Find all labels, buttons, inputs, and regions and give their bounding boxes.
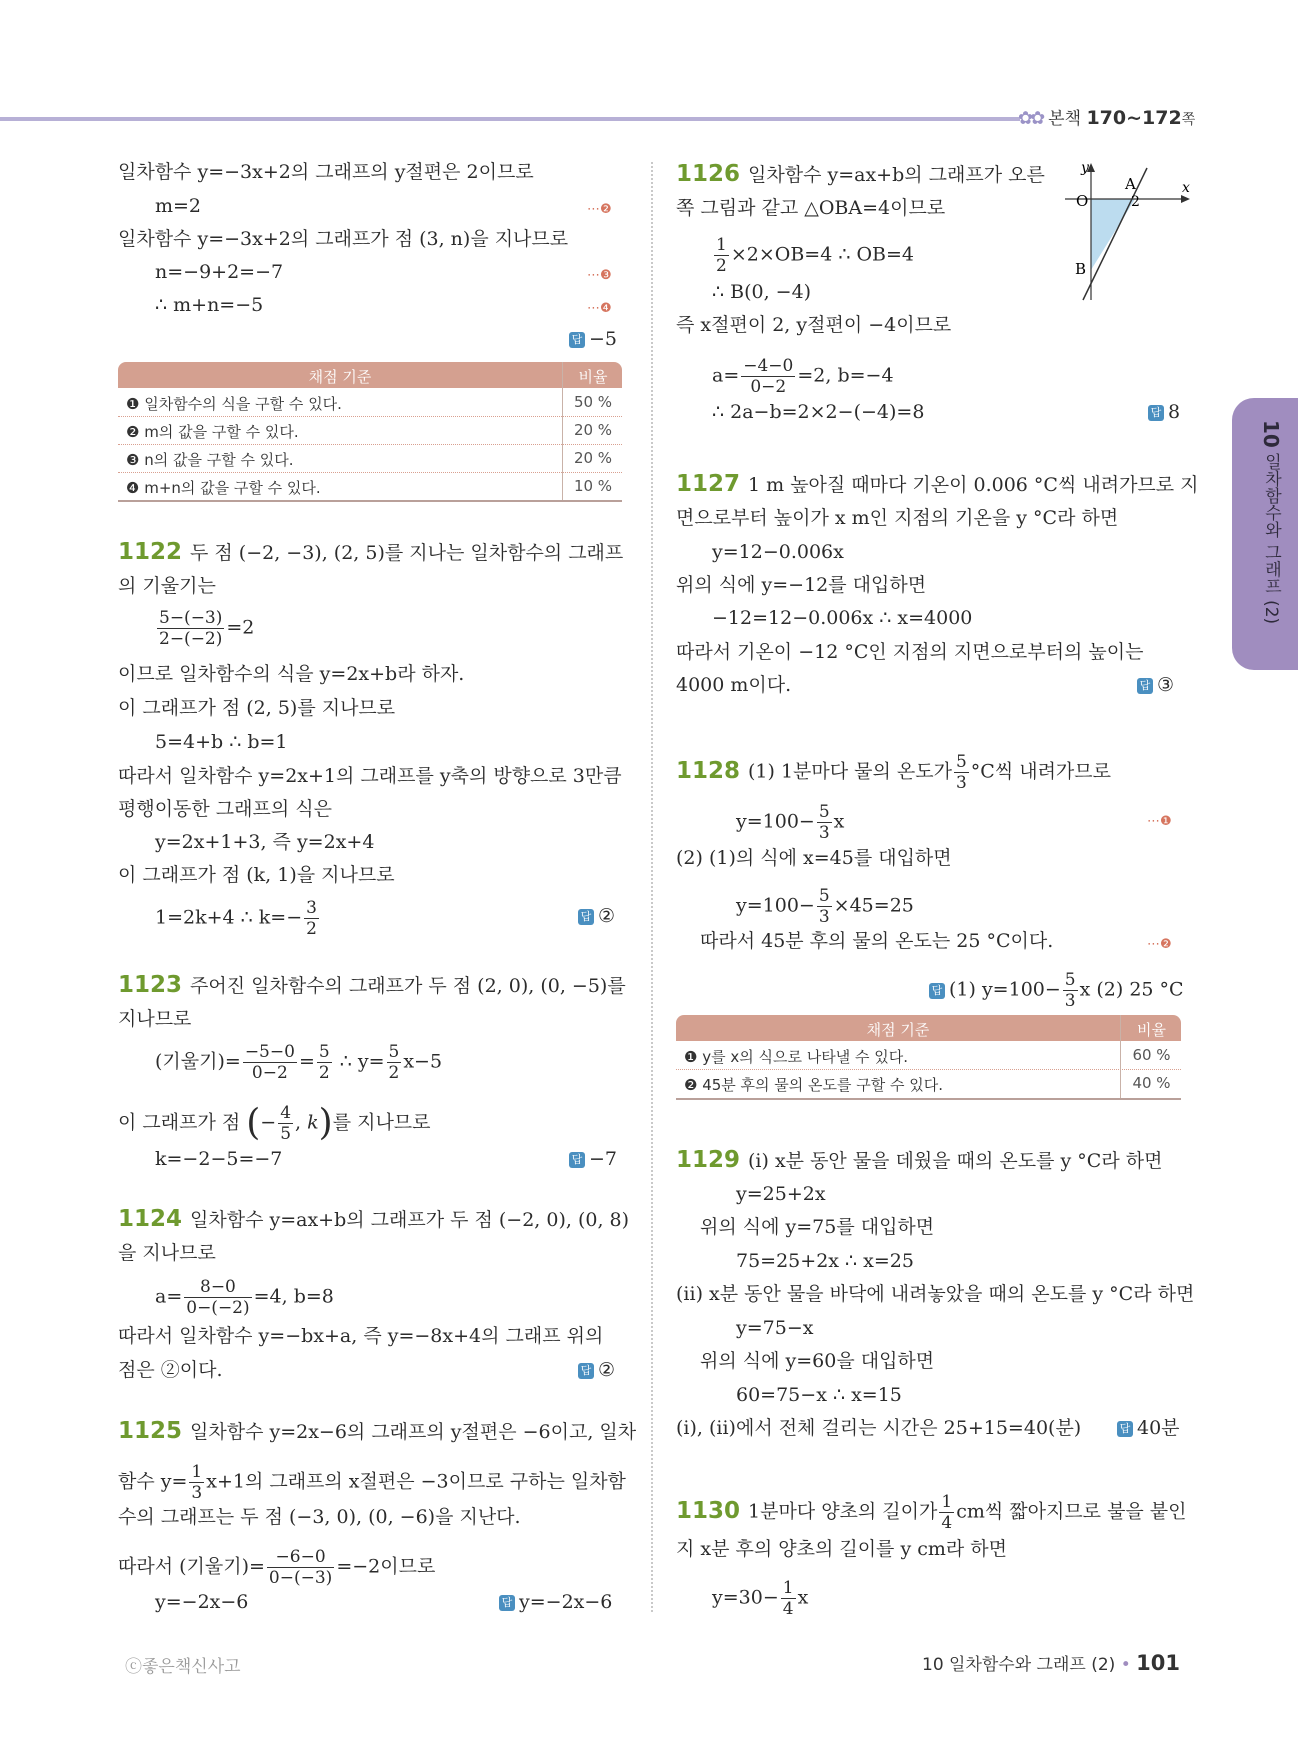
fraction-line: $\frac{5-(-3)}{2-(-2)}$ =2: [159, 608, 255, 649]
answer-icon: 답: [499, 1595, 515, 1611]
step-marker: ⋯❷: [587, 202, 612, 217]
text-line: y=75−x: [736, 1317, 814, 1339]
table-row: ❹ m+n의 값을 구할 수 있다. 10 %: [126, 477, 613, 497]
text-line: 평행이동한 그래프의 식은: [118, 798, 332, 820]
text-line: 일차함수 y=−3x+2의 그래프의 y절편은 2이므로: [118, 161, 534, 183]
text-line: 위의 식에 y=75를 대입하면: [700, 1216, 935, 1238]
scoring-table: [676, 1015, 1181, 1100]
fraction-line: 따라서 (기울기)= $\frac{-6-0}{0-(-3)}$ =−2이므로: [118, 1547, 436, 1588]
text-line: y=2x+1+3, 즉 y=2x+4: [155, 831, 375, 853]
step-marker: ⋯❹: [587, 301, 612, 316]
answer-icon: 답: [578, 1363, 594, 1379]
problem-1125: 1125 일차함수 y=2x−6의 그래프의 y절편은 −6이고, 일차: [118, 1418, 637, 1444]
answer: 답 40분: [1117, 1416, 1180, 1440]
text-line: 지 x분 후의 양초의 길이를 y cm라 하면: [676, 1538, 1007, 1560]
point-b-label: B: [1075, 260, 1087, 278]
text-line: 위의 식에 y=60을 대입하면: [700, 1350, 935, 1372]
publisher-credit: ⓒ좋은책신사고: [125, 1657, 241, 1677]
text-line: (i), (ii)에서 전체 걸리는 시간은 25+15=40(분): [676, 1417, 1082, 1439]
y-label: y: [1081, 160, 1089, 176]
text-line: 이 그래프가 점 (2, 5)를 지나므로: [118, 697, 396, 719]
triangle-oba: [1091, 199, 1135, 270]
table-bottom-rule: [118, 500, 622, 502]
text-line: (ii) x분 동안 물을 바닥에 내려놓았을 때의 온도를 y °C라 하면: [676, 1283, 1195, 1305]
text-line: 위의 식에 y=−12를 대입하면: [676, 574, 927, 596]
scoring-table: [118, 362, 622, 502]
answer: 답 ③: [1137, 673, 1174, 697]
text-line: 을 지나므로: [118, 1242, 216, 1264]
text-line: 60=75−x ∴ x=15: [736, 1384, 902, 1406]
table-row: ❷ 45분 후의 물의 온도를 구할 수 있다. 40 %: [684, 1074, 1171, 1094]
text-line: y=12−0.006x: [712, 541, 844, 563]
table-header: 채점 기준 비율: [676, 1015, 1181, 1041]
fraction-line: a= $\frac{8-0}{0-(-2)}$ =4, b=8: [155, 1277, 334, 1318]
fraction-line: 함수 y= $\frac{1}{3}$ x+1의 그래프의 x절편은 −3이므로 구하는 일차함: [118, 1462, 626, 1503]
header-rule: [0, 117, 1020, 121]
text-line: 따라서 기온이 −12 °C인 지점의 지면으로부터의 높이는: [676, 641, 1144, 663]
problem-1130: 1130 1분마다 양초의 길이가 $\frac{1}{4}$ cm씩 짧아지므로 불을 붙인: [676, 1492, 1187, 1533]
text-line: −12=12−0.006x ∴ x=4000: [712, 607, 973, 629]
answer-icon: 답: [929, 983, 945, 999]
fraction-line: (기울기)= $\frac{-5-0}{0-2}$ = $\frac{5}{2}$ ∴ y= $\frac{5}{2}$ x−5: [155, 1042, 443, 1083]
x-label: x: [1182, 180, 1190, 196]
x-intercept-label: 2: [1131, 194, 1140, 210]
table-row: ❶ 일차함수의 식을 구할 수 있다. 50 %: [118, 389, 622, 417]
table-header: 채점 기준 비율: [118, 362, 622, 388]
flower-icon: ✿✿: [1018, 108, 1043, 129]
answer: 답 ②: [578, 1358, 615, 1382]
answer: 답 ②: [578, 904, 615, 928]
table-row: ❸ n의 값을 구할 수 있다. 20 %: [118, 445, 622, 473]
x-axis-arrow: [1181, 195, 1190, 203]
text-line: 면으로부터 높이가 x m인 지점의 기온을 y °C라 하면: [676, 507, 1119, 529]
text-line: 쪽 그림과 같고 △OBA=4이므로: [676, 197, 946, 219]
fraction-line: y=30− $\frac{1}{4}$ x: [712, 1578, 809, 1619]
table-row: ❶ y를 x의 식으로 나타낼 수 있다. 60 %: [676, 1042, 1181, 1070]
point-a-label: A: [1125, 175, 1136, 193]
text-line: 이 그래프가 점 (k, 1)을 지나므로: [118, 864, 395, 886]
problem-1127: 1127 1 m 높아질 때마다 기온이 0.006 °C씩 내려가므로 지: [676, 471, 1199, 497]
chapter-side-tab-label: 10 일차함수와 그래프 (2): [1259, 420, 1283, 625]
answer-icon: 답: [1117, 1421, 1133, 1437]
text-line: ∴ B(0, −4): [712, 281, 812, 303]
fraction-line: a= $\frac{-4-0}{0-2}$ =2, b=−4: [712, 356, 894, 397]
text-line: 75=25+2x ∴ x=25: [736, 1250, 914, 1272]
step-marker: ⋯❷: [1147, 937, 1172, 952]
fraction-line: 1=2k+4 ∴ k=− $\frac{3}{2}$: [155, 898, 317, 939]
header-page-reference: ✿✿ 본책 170~172쪽: [1018, 107, 1196, 129]
text-line: 5=4+b ∴ b=1: [155, 731, 288, 753]
text-line: m=2: [155, 195, 202, 217]
problem-1126: 1126 일차함수 y=ax+b의 그래프가 오른: [676, 161, 1045, 187]
problem-1128: 1128 (1) 1분마다 물의 온도가 $\frac{5}{3}$ °C씩 내려가므로: [676, 752, 1111, 793]
table-row: ❷ m의 값을 구할 수 있다. 20 %: [118, 417, 622, 445]
answer-icon: 답: [569, 332, 585, 348]
table-bottom-rule: [676, 1098, 1181, 1100]
text-line: (2) (1)의 식에 x=45를 대입하면: [676, 847, 952, 869]
text-line: 4000 m이다.: [676, 674, 792, 696]
text-line: y=−2x−6: [155, 1591, 249, 1613]
fraction-line: 이 그래프가 점 (− $\frac{4}{5}$ , k)를 지나므로: [118, 1102, 431, 1144]
origin-label: O: [1076, 192, 1089, 210]
text-line: 일차함수 y=−3x+2의 그래프가 점 (3, n)을 지나므로: [118, 228, 569, 250]
text-line: 따라서 일차함수 y=2x+1의 그래프를 y축의 방향으로 3만큼: [118, 765, 622, 787]
text-line: 점은 ②이다.: [118, 1359, 223, 1381]
answer-icon: 답: [1137, 678, 1153, 694]
footer-chapter-page: 10 일차함수와 그래프 (2) • 101: [922, 1651, 1180, 1675]
answer-icon: 답: [569, 1152, 585, 1168]
step-marker: ⋯❸: [587, 268, 612, 283]
text-line: 지나므로: [118, 1008, 192, 1030]
text-line: ∴ m+n=−5: [155, 294, 264, 316]
text-line: y=25+2x: [736, 1183, 826, 1205]
table-divider: [1120, 1015, 1121, 1098]
fraction-line: $\frac{1}{2}$ ×2×OB=4 ∴ OB=4: [716, 235, 915, 276]
answer: 답 (1) y=100− $\frac{5}{3}$ x (2) 25 °C: [929, 970, 1184, 1011]
answer: 답 y=−2x−6: [499, 1590, 612, 1614]
problem-1126-graph: [1065, 160, 1195, 305]
column-divider: [651, 162, 653, 1612]
answer: 답 −5: [569, 327, 617, 351]
text-line: ∴ 2a−b=2×2−(−4)=8: [712, 401, 925, 423]
text-line: 의 기울기는: [118, 575, 216, 597]
table-divider: [562, 362, 563, 500]
text-line: 이므로 일차함수의 식을 y=2x+b라 하자.: [118, 663, 465, 685]
step-marker: ⋯❶: [1147, 814, 1172, 829]
problem-1124: 1124 일차함수 y=ax+b의 그래프가 두 점 (−2, 0), (0, 8): [118, 1206, 630, 1232]
problem-1122: 1122 두 점 (−2, −3), (2, 5)를 지나는 일차함수의 그래프: [118, 539, 624, 565]
page-number: 101: [1136, 1651, 1180, 1675]
text-line: n=−9+2=−7: [155, 261, 284, 283]
text-line: 수의 그래프는 두 점 (−3, 0), (0, −6)을 지난다.: [118, 1506, 521, 1528]
answer-icon: 답: [578, 909, 594, 925]
text-line: 따라서 일차함수 y=−bx+a, 즉 y=−8x+4의 그래프 위의: [118, 1325, 604, 1347]
answer: 답 −7: [569, 1147, 617, 1171]
text-line: 따라서 45분 후의 물의 온도는 25 °C이다.: [700, 930, 1054, 952]
text-line: k=−2−5=−7: [155, 1148, 283, 1170]
problem-1123: 1123 주어진 일차함수의 그래프가 두 점 (2, 0), (0, −5)를: [118, 972, 626, 998]
answer: 답 8: [1148, 400, 1180, 424]
problem-1129: 1129 (i) x분 동안 물을 데웠을 때의 온도를 y °C라 하면: [676, 1147, 1163, 1173]
fraction-line: y=100− $\frac{5}{3}$ ×45=25: [736, 886, 914, 927]
fraction-line: y=100− $\frac{5}{3}$ x: [736, 802, 845, 843]
text-line: 즉 x절편이 2, y절편이 −4이므로: [676, 314, 952, 336]
answer-icon: 답: [1148, 405, 1164, 421]
